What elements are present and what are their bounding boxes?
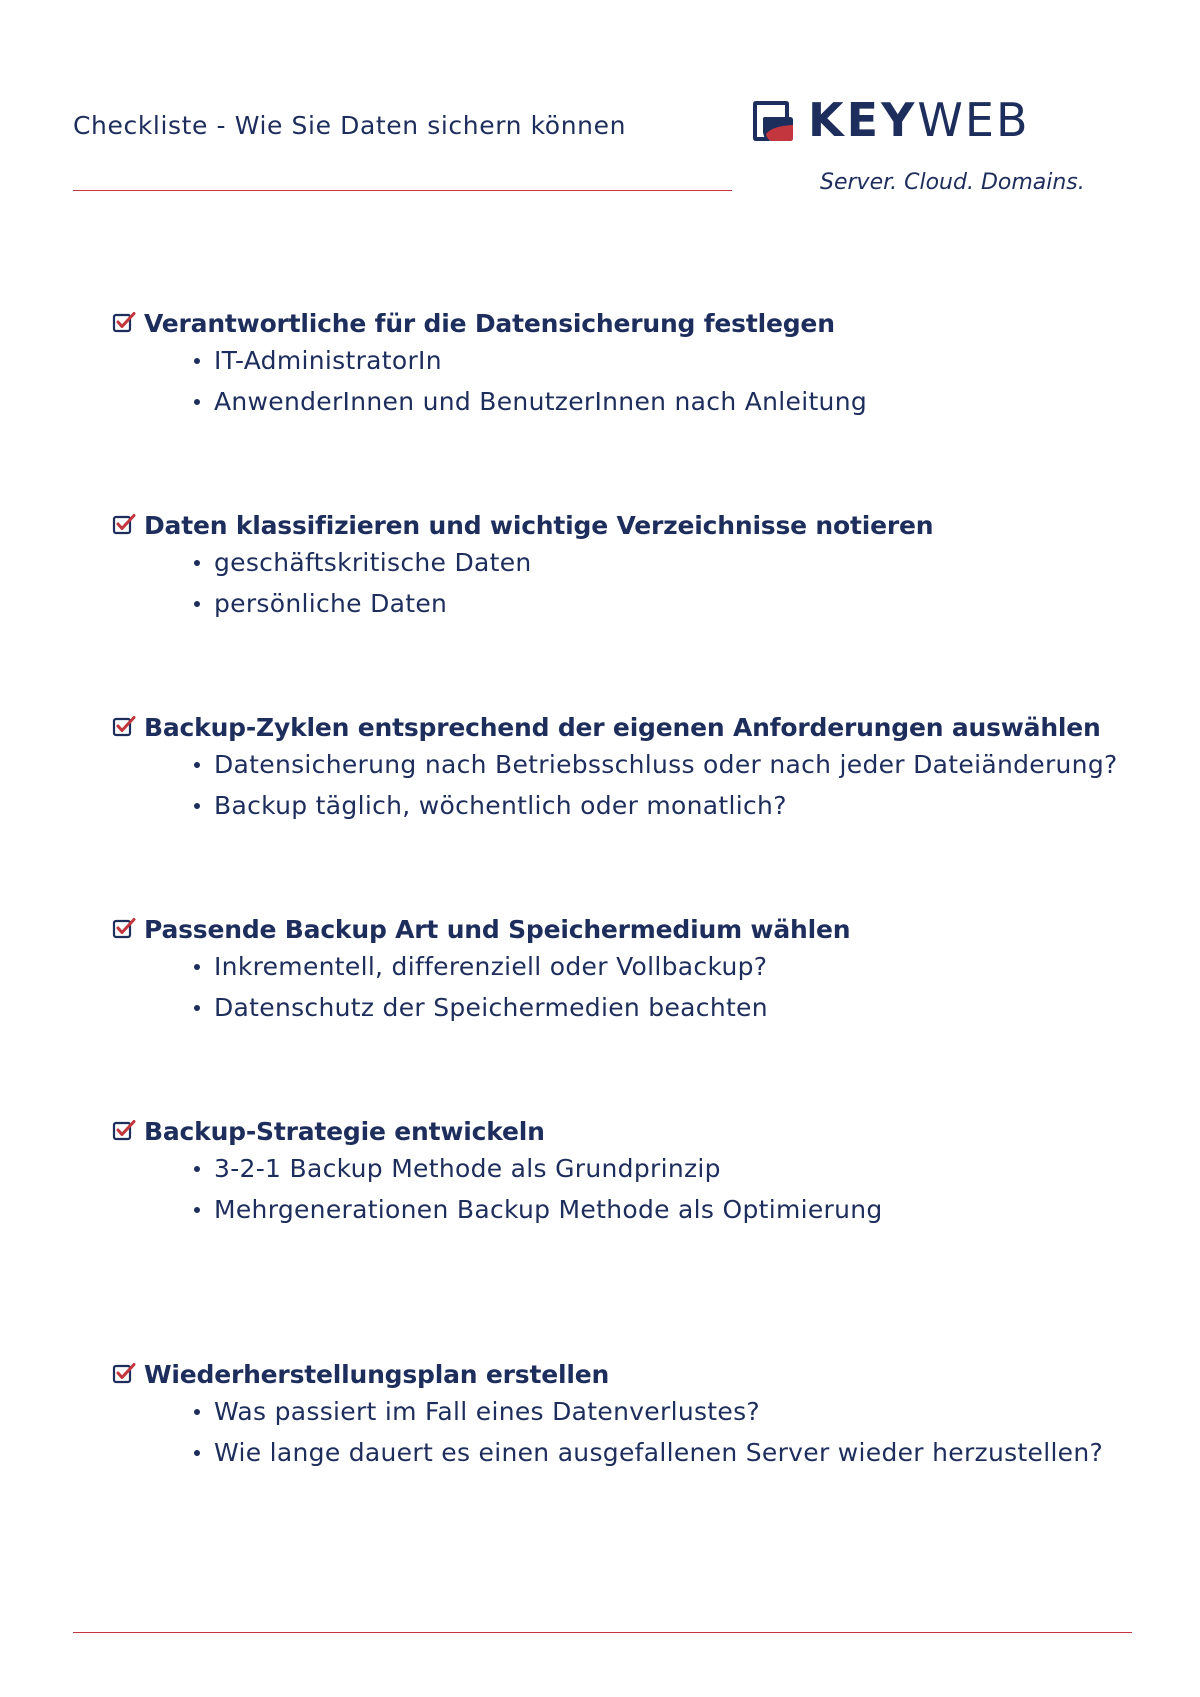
section-heading-text: Wiederherstellungsplan erstellen	[144, 1359, 610, 1389]
checklist-section	[112, 710, 1152, 826]
list-item	[112, 744, 1152, 785]
checklist-section	[112, 306, 1152, 422]
list-item-text: Backup täglich, wöchentlich oder monatlich?	[214, 791, 787, 820]
section-heading-text: Daten klassifizieren und wichtige Verzeichnisse notieren	[144, 510, 934, 540]
list-item-text: geschäftskritische Daten	[214, 548, 532, 577]
checked-box-icon	[112, 1119, 136, 1143]
list-item-text: Datenschutz der Speichermedien beachten	[214, 993, 768, 1022]
checklist-section	[112, 1114, 1152, 1230]
bullet-list	[112, 542, 1152, 624]
bullet-dot-icon	[194, 1409, 200, 1415]
list-item-text: Datensicherung nach Betriebsschluss oder nach jeder Dateiänderung?	[214, 750, 1118, 779]
footer-divider	[73, 1632, 1132, 1633]
bullet-dot-icon	[194, 1166, 200, 1172]
section-heading-text: Backup-Zyklen entsprechend der eigenen Anforderungen auswählen	[144, 712, 1101, 742]
checked-box-icon	[112, 513, 136, 537]
list-item	[112, 583, 1152, 624]
list-item-text: IT-AdministratorIn	[214, 346, 442, 375]
checklist-section	[112, 912, 1152, 1028]
section-heading	[112, 912, 1152, 946]
tagline: Server. Cloud. Domains.	[820, 170, 1085, 195]
checked-box-icon	[112, 715, 136, 739]
section-heading-text: Backup-Strategie entwickeln	[144, 1116, 545, 1146]
header-divider	[73, 190, 732, 191]
checklist-section	[112, 508, 1152, 624]
list-item	[112, 340, 1152, 381]
bullet-dot-icon	[194, 1207, 200, 1213]
section-heading-text: Passende Backup Art und Speichermedium wählen	[144, 914, 851, 944]
list-item	[112, 1391, 1152, 1432]
logo-key-text: KEY	[808, 93, 918, 147]
bullet-list	[112, 340, 1152, 422]
bullet-dot-icon	[194, 601, 200, 607]
bullet-list	[112, 1391, 1152, 1473]
bullet-list	[112, 1148, 1152, 1230]
list-item-text: 3-2-1 Backup Methode als Grundprinzip	[214, 1154, 721, 1183]
bullet-dot-icon	[194, 358, 200, 364]
bullet-dot-icon	[194, 803, 200, 809]
list-item-text: Was passiert im Fall eines Datenverlustes?	[214, 1397, 760, 1426]
list-item	[112, 987, 1152, 1028]
section-heading	[112, 1357, 1152, 1391]
list-item	[112, 785, 1152, 826]
keyweb-logo	[750, 93, 1140, 147]
document-title: Checkliste - Wie Sie Daten sichern können	[73, 111, 627, 140]
bullet-dot-icon	[194, 1005, 200, 1011]
checklist-section	[112, 1357, 1152, 1473]
logo-mark-icon	[750, 98, 796, 144]
list-item-text: persönliche Daten	[214, 589, 448, 618]
list-item-text: Inkrementell, differenziell oder Vollbackup?	[214, 952, 768, 981]
bullet-list	[112, 946, 1152, 1028]
logo-wordmark	[808, 94, 1030, 146]
bullet-dot-icon	[194, 964, 200, 970]
checked-box-icon	[112, 917, 136, 941]
section-heading	[112, 508, 1152, 542]
list-item-text: Wie lange dauert es einen ausgefallenen Server wieder herzustellen?	[214, 1438, 1104, 1467]
bullet-dot-icon	[194, 762, 200, 768]
list-item	[112, 1432, 1152, 1473]
list-item	[112, 1189, 1152, 1230]
bullet-dot-icon	[194, 1450, 200, 1456]
section-heading	[112, 710, 1152, 744]
section-heading-text: Verantwortliche für die Datensicherung festlegen	[144, 308, 835, 338]
list-item	[112, 542, 1152, 583]
checked-box-icon	[112, 1362, 136, 1386]
bullet-dot-icon	[194, 560, 200, 566]
list-item-text: Mehrgenerationen Backup Methode als Optimierung	[214, 1195, 883, 1224]
list-item	[112, 1148, 1152, 1189]
list-item-text: AnwenderInnen und BenutzerInnen nach Anleitung	[214, 387, 868, 416]
list-item	[112, 381, 1152, 422]
section-heading	[112, 1114, 1152, 1148]
section-heading	[112, 306, 1152, 340]
bullet-dot-icon	[194, 399, 200, 405]
list-item	[112, 946, 1152, 987]
checked-box-icon	[112, 311, 136, 335]
logo-web-text: WEB	[917, 93, 1030, 147]
bullet-list	[112, 744, 1152, 826]
